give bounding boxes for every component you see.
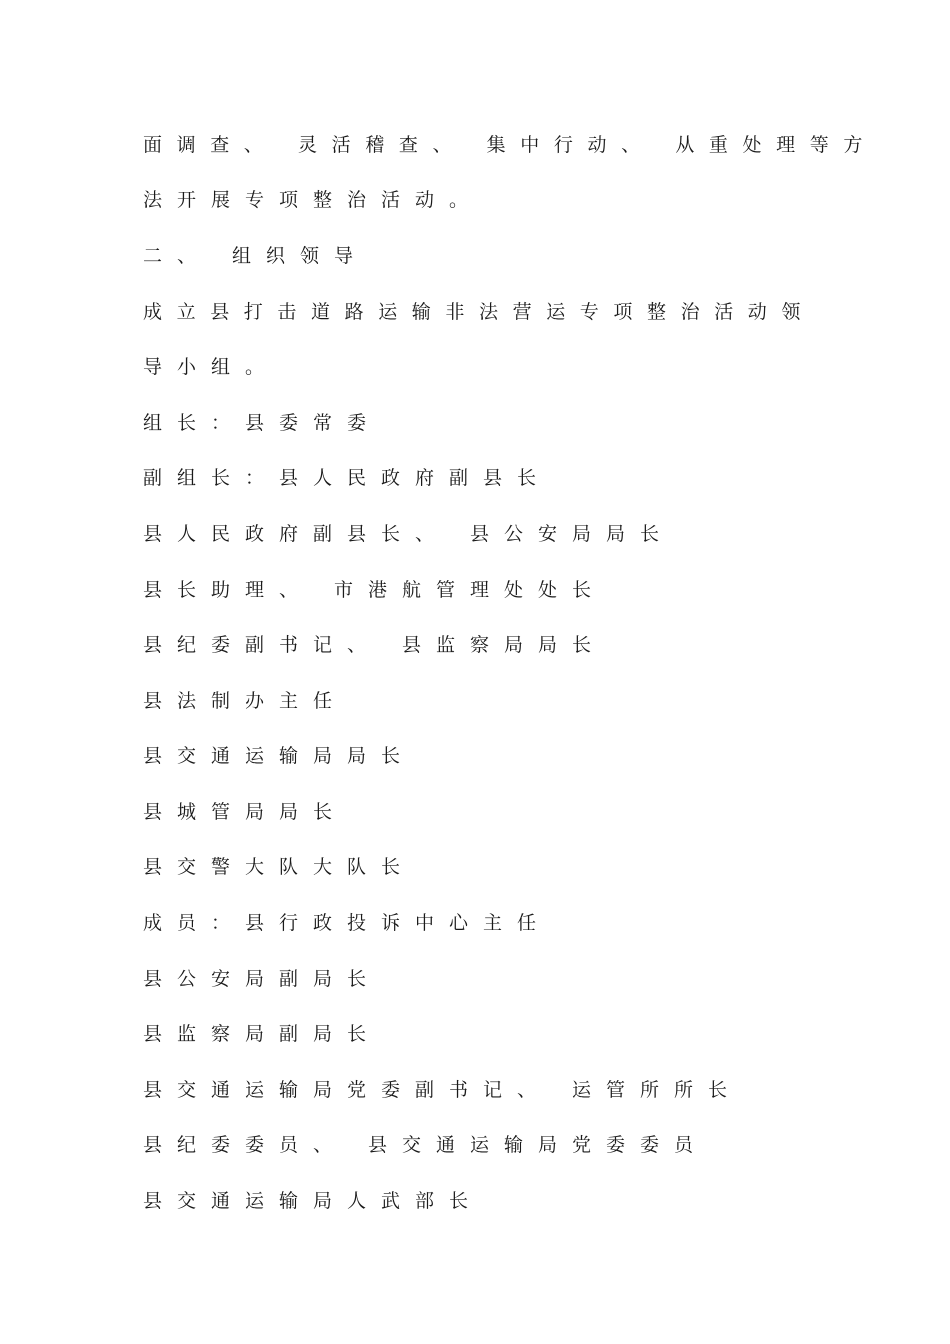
leader-line: 组长：县委常委 [143, 412, 382, 434]
deputy-leader-line: 县交警大队大队长 [143, 856, 416, 878]
deputy-leader-line: 副组长：县人民政府副县长 [143, 467, 552, 489]
deputy-leader-line: 县城管局局长 [143, 801, 348, 823]
body-text-line: 法开展专项整治活动。 [143, 189, 484, 211]
member-line: 县交通运输局党委副书记、 运管所所长 [143, 1079, 743, 1101]
body-text-line: 面调查、 灵活稽查、 集中行动、 从重处理等方 [143, 134, 877, 156]
deputy-leader-line: 县长助理、 市港航管理处处长 [143, 579, 607, 601]
body-text-line: 成立县打击道路运输非法营运专项整治活动领 [143, 301, 816, 323]
body-text-line: 导小组。 [143, 356, 280, 378]
section-heading: 二、 组织领导 [143, 245, 369, 267]
member-line: 县纪委委员、 县交通运输局党委委员 [143, 1134, 709, 1156]
member-line: 县监察局副局长 [143, 1023, 382, 1045]
deputy-leader-line: 县交通运输局局长 [143, 745, 416, 767]
member-line: 成员：县行政投诉中心主任 [143, 912, 552, 934]
deputy-leader-line: 县人民政府副县长、 县公安局局长 [143, 523, 675, 545]
member-line: 县公安局副局长 [143, 968, 382, 990]
deputy-leader-line: 县法制办主任 [143, 690, 348, 712]
member-line: 县交通运输局人武部长 [143, 1190, 484, 1212]
deputy-leader-line: 县纪委副书记、 县监察局局长 [143, 634, 607, 656]
